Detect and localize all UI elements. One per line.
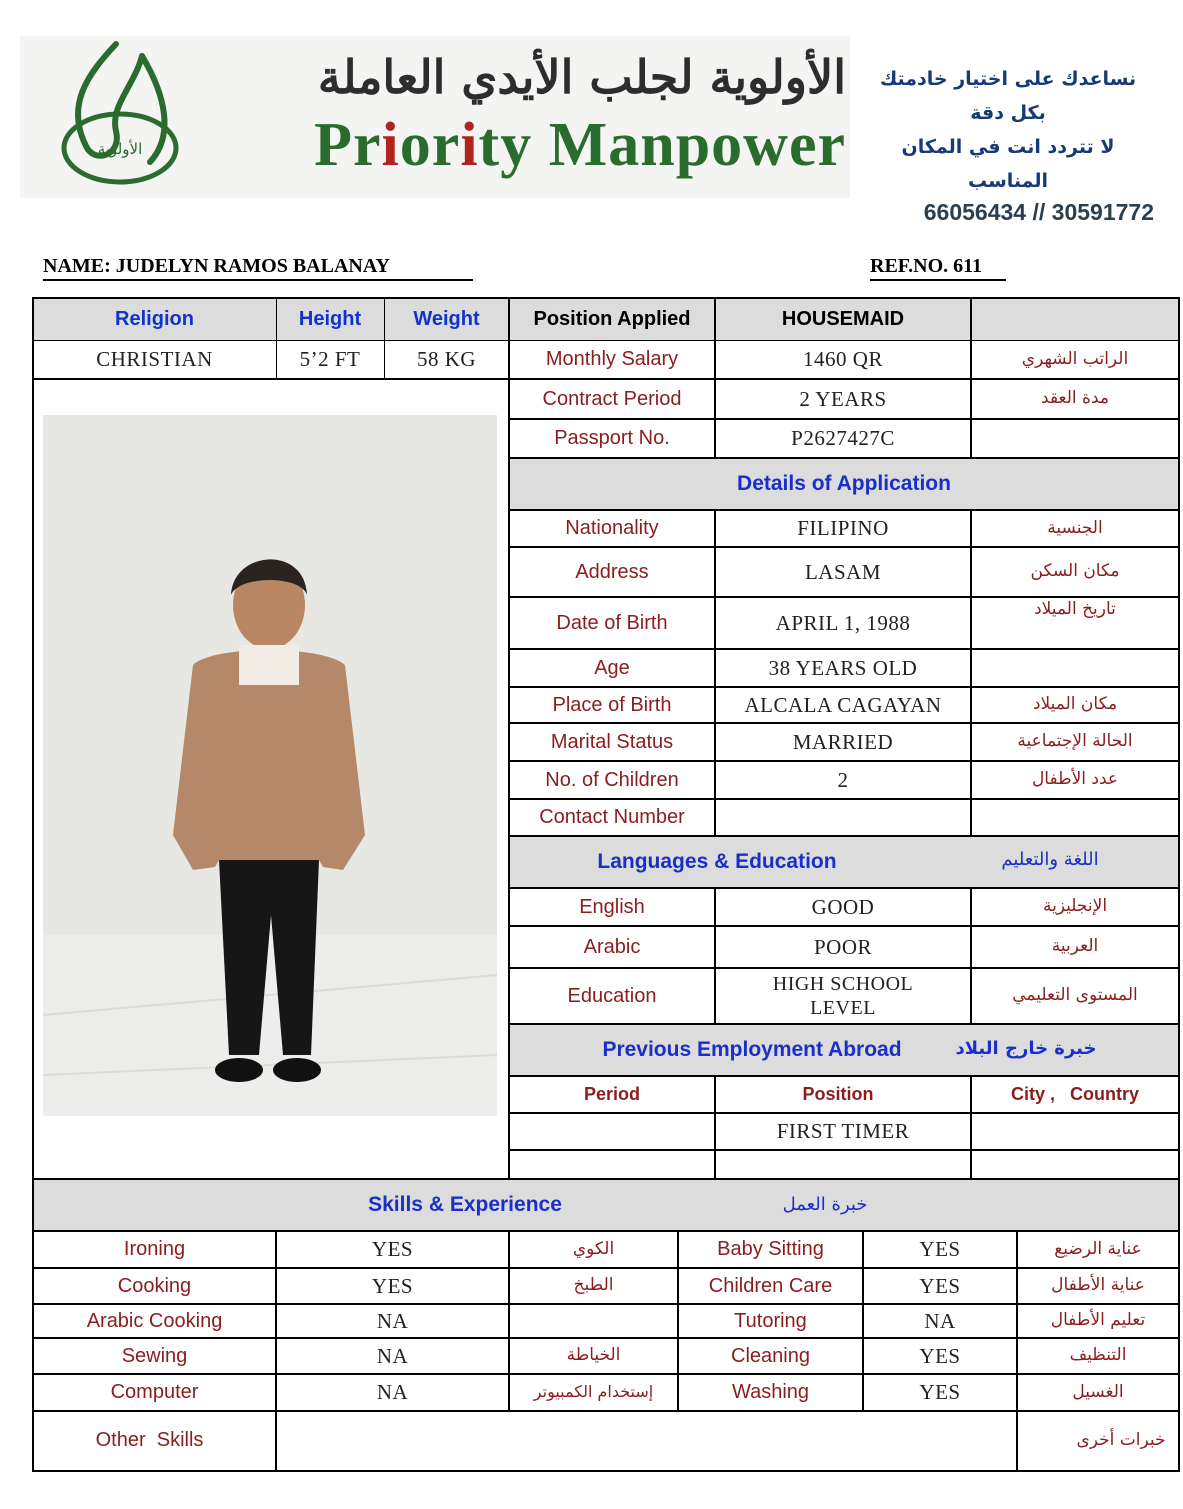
children-value: 2: [837, 767, 849, 792]
logo-part: Pr: [314, 111, 382, 179]
passport-value: P2627427C: [791, 426, 895, 451]
grid-line: [384, 297, 385, 379]
skill-washing-label: Washing: [731, 1381, 810, 1403]
grid-line: [509, 1023, 1179, 1025]
slogan-line: نساعدك على اختيار خادمتك بكل دقة: [879, 68, 1137, 124]
grid-line: [32, 1410, 1180, 1412]
logo-part-accent: i: [460, 111, 479, 179]
marital-status-label: Marital Status: [550, 730, 674, 753]
age-value: 38 YEARS OLD: [768, 655, 918, 680]
logo-english-name: [206, 110, 846, 181]
grid-line: [970, 888, 972, 1024]
education-value: [715, 968, 971, 1024]
education-label: Education: [567, 984, 657, 1007]
skills-title-ar: خبرة العمل: [782, 1193, 868, 1215]
grid-line: [677, 1231, 679, 1411]
grid-line: [509, 686, 1179, 688]
grid-line: [509, 798, 1179, 800]
nationality-label: Nationality: [565, 517, 659, 539]
monthly-salary-value: 1460 QR: [803, 347, 883, 372]
skill-baby-sitting-label: Baby Sitting: [717, 1238, 824, 1260]
grid-line: [32, 297, 1180, 299]
grid-line: [509, 340, 1179, 341]
languages-title-ar: اللغة والتعليم: [1001, 848, 1099, 870]
grid-line: [32, 1470, 1180, 1472]
skill-sewing-value: NA: [376, 1343, 409, 1368]
candidate-name: NAME: JUDELYN RAMOS BALANAY: [43, 255, 473, 281]
children-ar: عدد الأطفال: [1031, 769, 1119, 790]
date-of-birth-label: Date of Birth: [556, 611, 668, 634]
grid-line: [509, 1112, 1179, 1114]
employment-title: Previous Employment Abroad: [602, 1037, 902, 1061]
person-photo-icon: [43, 415, 497, 1116]
employment-title-ar: خبرة خارج البلاد: [955, 1037, 1097, 1059]
position-applied-label: Position Applied: [533, 307, 691, 330]
date-of-birth-value: APRIL 1, 1988: [775, 610, 911, 635]
grid-line: [32, 1178, 1180, 1180]
grid-line: [509, 760, 1179, 762]
skill-tutoring-ar: تعليم الأطفال: [1050, 1310, 1146, 1331]
grid-line: [32, 340, 509, 341]
contact-number-value: [715, 799, 971, 836]
grid-line: [509, 378, 1179, 380]
grid-line: [276, 297, 277, 379]
skill-baby-sitting-value: YES: [919, 1237, 961, 1262]
employment-col-period: Period: [583, 1084, 640, 1105]
grid-line: [509, 1149, 1179, 1151]
skill-sewing-label: Sewing: [121, 1344, 188, 1367]
skill-children-care-ar: عناية الأطفال: [1051, 1275, 1145, 1296]
address-label: Address: [575, 560, 649, 583]
contract-period-label: Contract Period: [542, 387, 682, 410]
employment-col-position: Position: [802, 1084, 874, 1105]
weight-label: Weight: [413, 307, 480, 330]
marital-status-value: MARRIED: [792, 729, 894, 754]
employment-row-position: FIRST TIMER: [776, 1119, 910, 1144]
grid-line: [714, 510, 716, 836]
skill-cleaning-value: YES: [919, 1343, 961, 1368]
date-of-birth-ar: تاريخ الميلاد: [1034, 599, 1116, 620]
skill-sewing-ar: الخياطة: [566, 1345, 621, 1366]
grid-line: [509, 596, 1179, 598]
skills-title: Skills & Experience: [368, 1192, 562, 1216]
phone-numbers: 66056434 // 30591772: [923, 199, 1154, 225]
grid-line: [32, 1337, 1180, 1339]
grid-line: [509, 925, 1179, 927]
logo-part-accent: i: [381, 111, 400, 179]
contact-number-label: Contact Number: [539, 806, 685, 828]
skill-ironing-ar: الكوي: [572, 1238, 615, 1259]
position-applied-value: HOUSEMAID: [781, 307, 905, 330]
grid-line: [32, 1230, 1180, 1232]
education-value-line: LEVEL: [810, 997, 876, 1019]
address-ar: مكان السكن: [1030, 561, 1120, 582]
skill-cooking-ar: الطبخ: [573, 1275, 614, 1296]
skill-computer-label: Computer: [110, 1381, 199, 1403]
grid-line: [714, 1076, 716, 1179]
languages-title: Languages & Education: [597, 849, 837, 873]
education-ar: المستوى التعليمي: [1012, 985, 1138, 1006]
height-value: 5’2 FT: [299, 347, 361, 372]
religion-label: Religion: [115, 307, 194, 330]
grid-line: [509, 648, 1179, 650]
place-of-birth-value: ALCALA CAGAYAN: [744, 692, 942, 717]
english-value: GOOD: [811, 894, 875, 919]
grid-line: [1016, 1231, 1018, 1471]
grid-line: [970, 1076, 972, 1179]
skill-cooking-label: Cooking: [117, 1274, 192, 1297]
arabic-label: Arabic: [583, 935, 641, 958]
grid-line: [509, 418, 1179, 420]
english-label: English: [579, 895, 645, 918]
skill-tutoring-label: Tutoring: [734, 1309, 807, 1332]
grid-line: [509, 967, 1179, 969]
contract-period-value: 2 YEARS: [799, 386, 887, 411]
children-label: No. of Children: [545, 768, 679, 791]
grid-line: [714, 888, 716, 1024]
emblem-text: الأولوية: [97, 140, 143, 158]
grid-line: [32, 1373, 1180, 1375]
skill-washing-ar: الغسيل: [1072, 1381, 1124, 1402]
grid-line: [970, 510, 972, 836]
grid-line: [509, 457, 1179, 459]
other-skills-value: [276, 1411, 1017, 1470]
grid-line: [509, 722, 1179, 724]
skill-cooking-value: YES: [371, 1273, 414, 1298]
logo-part: or: [399, 111, 461, 179]
grid-line: [32, 1267, 1180, 1269]
grid-line: [1178, 297, 1180, 1472]
grid-line: [32, 378, 509, 380]
grid-line: [862, 1231, 864, 1411]
calligraphy-emblem-icon: [46, 36, 186, 196]
skill-tutoring-value: NA: [924, 1308, 956, 1333]
employment-col-city: City , Country: [1010, 1084, 1139, 1105]
grid-line: [275, 1231, 277, 1471]
nationality-ar: الجنسية: [1047, 517, 1103, 538]
grid-line: [508, 1231, 510, 1411]
arabic-value: POOR: [813, 934, 873, 959]
arabic-ar: العربية: [1051, 936, 1099, 957]
skill-children-care-label: Children Care: [708, 1274, 833, 1297]
grid-line: [508, 297, 510, 1179]
grid-line: [509, 887, 1179, 889]
company-logo: [20, 36, 850, 198]
skill-arabic-cooking-value: NA: [376, 1308, 409, 1333]
weight-value: 58 KG: [416, 347, 477, 372]
passport-label: Passport No.: [554, 427, 670, 449]
grid-line: [509, 546, 1179, 548]
monthly-salary-ar: الراتب الشهري: [1021, 348, 1129, 369]
skill-computer-ar: إستخدام الكمبيوتر: [533, 1382, 654, 1402]
monthly-salary-label: Monthly Salary: [545, 348, 679, 370]
contract-period-ar: مدة العقد: [1041, 388, 1109, 409]
address-value: LASAM: [804, 559, 881, 584]
other-skills-ar: خبرات أخرى: [1076, 1429, 1166, 1450]
grid-line: [509, 835, 1179, 837]
grid-line: [509, 509, 1179, 511]
place-of-birth-ar: مكان الميلاد: [1032, 694, 1118, 715]
skill-computer-value: NA: [376, 1380, 409, 1405]
reference-number: REF.NO. 611: [870, 255, 1006, 281]
religion-value: CHRISTIAN: [96, 347, 213, 372]
candidate-photo: [43, 415, 497, 1116]
marital-status-ar: الحالة الإجتماعية: [1017, 731, 1133, 752]
skill-cleaning-label: Cleaning: [731, 1344, 810, 1367]
grid-line: [509, 1075, 1179, 1077]
skill-ironing-label: Ironing: [123, 1238, 186, 1260]
slogan-line: لا تتردد انت في المكان المناسب: [901, 136, 1115, 192]
nationality-value: FILIPINO: [797, 516, 889, 541]
age-label: Age: [594, 656, 630, 679]
grid-line: [32, 297, 34, 1472]
logo-arabic-name: الأولوية لجلب الأيدي العاملة: [317, 50, 846, 104]
skill-arabic-cooking-label: Arabic Cooking: [86, 1309, 223, 1332]
skill-cleaning-ar: التنظيف: [1069, 1345, 1127, 1366]
other-skills-label: Other Skills: [95, 1429, 204, 1451]
skill-baby-sitting-ar: عناية الرضيع: [1054, 1238, 1142, 1259]
slogan: [860, 62, 1156, 198]
grid-line: [32, 1303, 1180, 1305]
education-value-line: HIGH SCHOOL: [772, 973, 914, 995]
place-of-birth-label: Place of Birth: [552, 693, 672, 716]
skill-children-care-value: YES: [919, 1273, 961, 1298]
details-title: Details of Application: [737, 471, 951, 495]
height-label: Height: [298, 307, 362, 330]
skill-ironing-value: YES: [371, 1237, 414, 1262]
english-ar: الإنجليزية: [1042, 896, 1108, 917]
skill-washing-value: YES: [919, 1380, 961, 1405]
logo-part: ty Manpower: [478, 111, 846, 179]
